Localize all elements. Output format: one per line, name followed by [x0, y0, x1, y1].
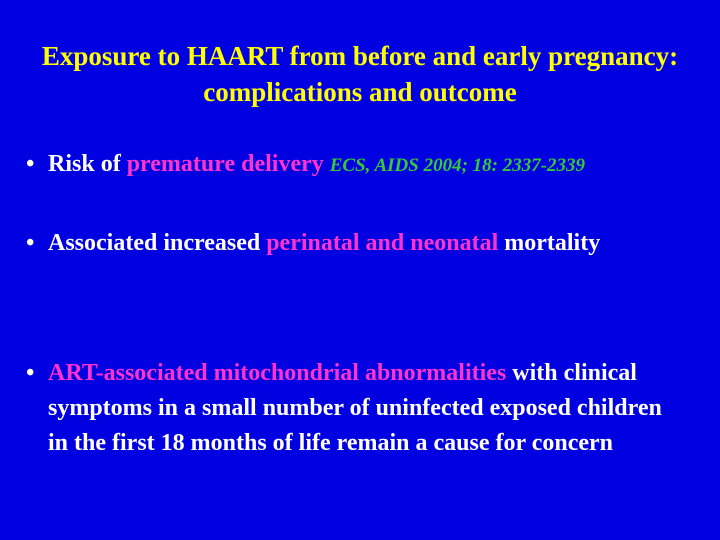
- bullet-citation: ECS, AIDS 2004; 18: 2337-2339: [329, 155, 586, 176]
- bullet-text: [48, 356, 680, 461]
- bullet-marker: •: [26, 151, 35, 177]
- bullet-highlight: perinatal and neonatal: [266, 230, 499, 256]
- bullet-trailing-text: mortality: [504, 230, 601, 256]
- bullet-trailing-text: with clinical symptoms in a small number of uninfected exposed children in the first 18 months of life remain a cause for concern: [48, 360, 662, 456]
- bullet-marker: •: [26, 360, 35, 386]
- bullet-item: [20, 356, 680, 461]
- bullet-highlight: premature delivery: [126, 151, 324, 177]
- bullet-item: [20, 226, 680, 261]
- bullet-marker: •: [26, 230, 35, 256]
- bullet-highlight: ART-associated mitochondrial abnormalities: [48, 360, 507, 386]
- bullet-text: [48, 226, 680, 261]
- bullet-text: [48, 147, 680, 183]
- bullet-lead-text: Risk of: [48, 151, 127, 177]
- bullet-item: [20, 147, 680, 183]
- bullet-lead-text: Associated increased: [48, 230, 267, 256]
- slide-title: Exposure to HAART from before and early pregnancy: complications and outcome: [41, 41, 679, 107]
